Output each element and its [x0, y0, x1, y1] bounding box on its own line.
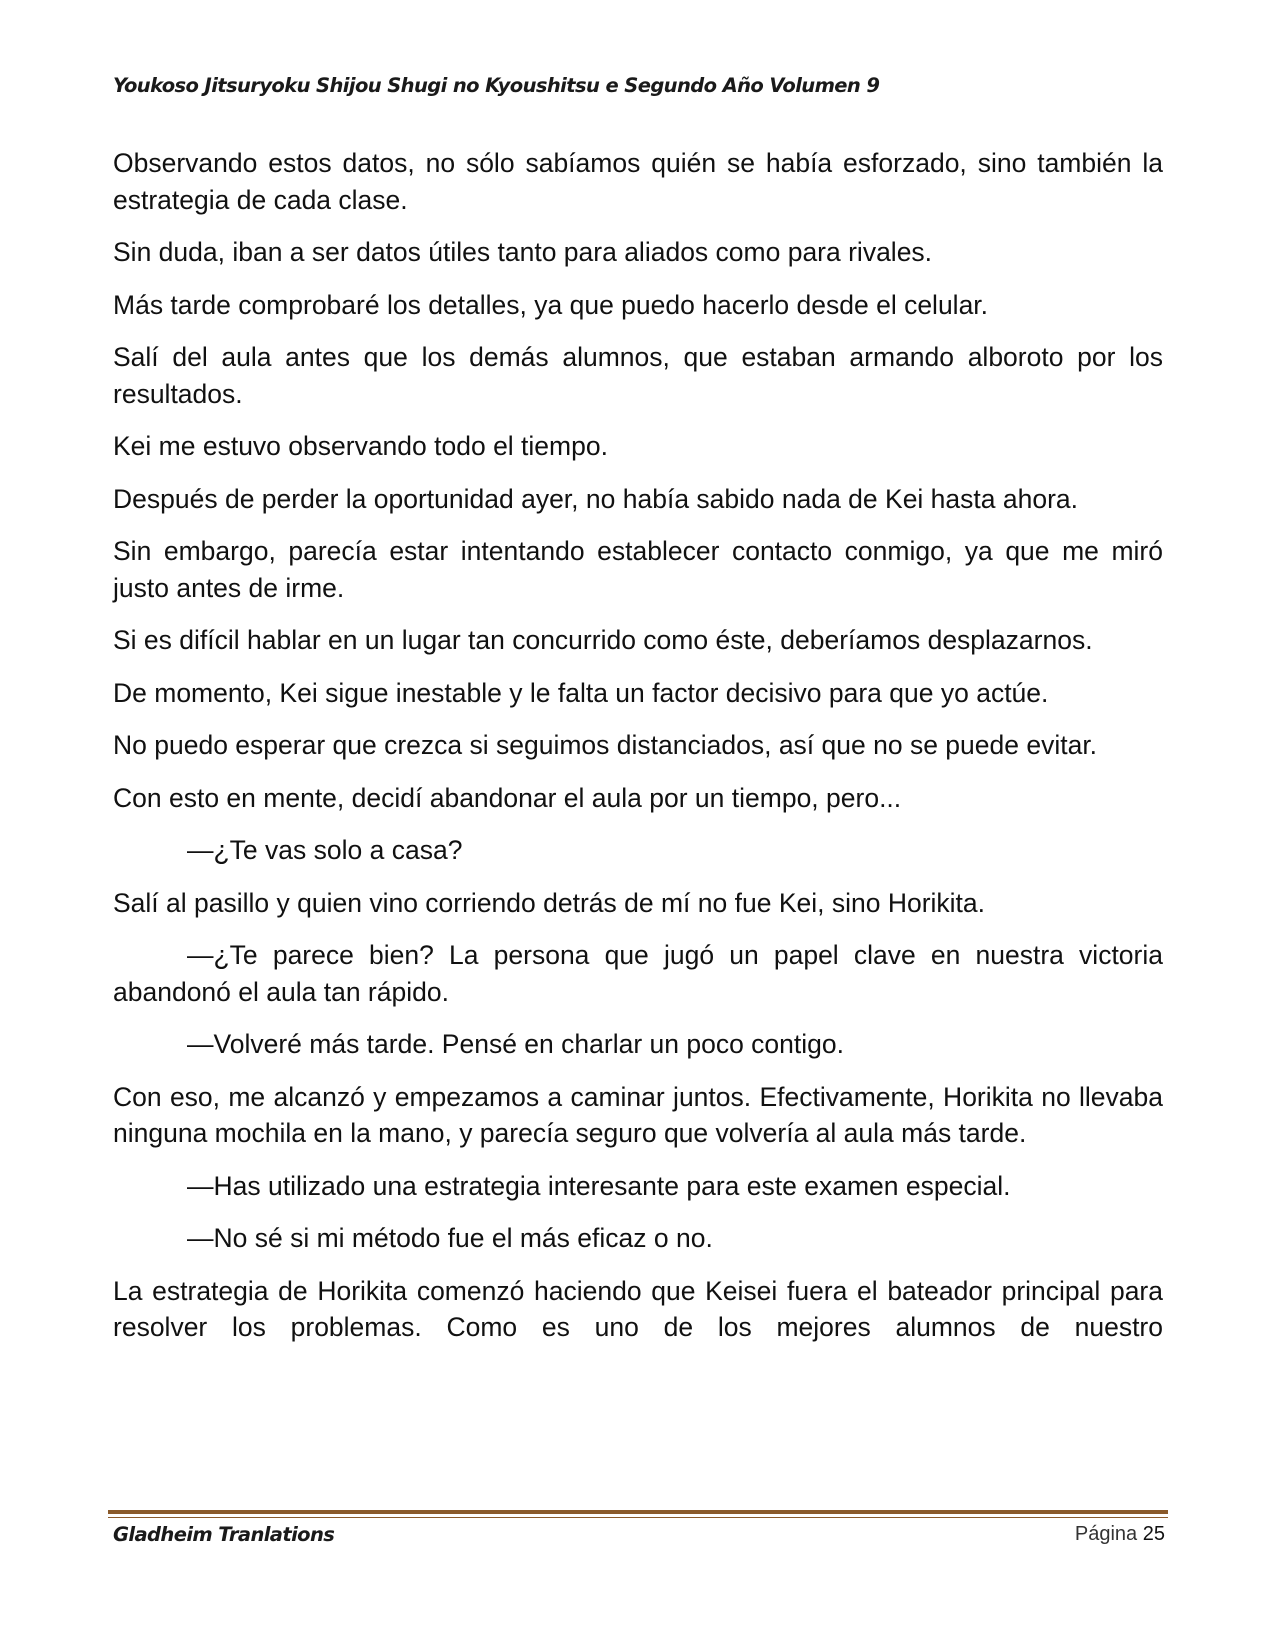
dialogue-paragraph: —¿Te parece bien? La persona que jugó un papel clave en nuestra victoria abandonó el aula tan rápido. [113, 940, 1163, 1007]
dialogue-paragraph: —Has utilizado una estrategia interesante para este examen especial. [187, 1170, 1011, 1201]
page-number: 25 [1142, 1523, 1165, 1545]
footer-page [1075, 1523, 1165, 1546]
footer-divider-thin [108, 1517, 1168, 1518]
paragraph: Kei me estuvo observando todo el tiempo. [113, 431, 608, 461]
paragraph: Sin duda, iban a ser datos útiles tanto para aliados como para rivales. [113, 237, 933, 267]
dialogue-paragraph: —¿Te vas solo a casa? [187, 835, 463, 865]
paragraph: Con esto en mente, decidí abandonar el aula por un tiempo, pero... [113, 782, 902, 813]
paragraph: Salí al pasillo y quien vino corriendo detrás de mí no fue Kei, sino Horikita. [113, 887, 986, 918]
dialogue-paragraph: —No sé si mi método fue el más eficaz o no. [187, 1223, 713, 1253]
paragraph: Con eso, me alcanzó y empezamos a caminar juntos. Efectivamente, Horikita no llevaba ninguna mochila en la mano, y parecía seguro que volvería al aula más tarde. [113, 1081, 1163, 1148]
paragraph: Observando estos datos, no sólo sabíamos quién se había esforzado, sino también la estrategia de cada clase. [113, 148, 1163, 215]
dialogue-paragraph: —Volveré más tarde. Pensé en charlar un poco contigo. [187, 1029, 844, 1059]
paragraph: Más tarde comprobaré los detalles, ya que puedo hacerlo desde el celular. [113, 289, 989, 320]
footer-publisher: Gladheim Tranlations [113, 1523, 335, 1546]
page-body [113, 145, 1163, 1346]
paragraph: De momento, Kei sigue inestable y le falta un factor decisivo para que yo actúe. [113, 677, 1049, 708]
paragraph: Si es difícil hablar en un lugar tan concurrido como éste, deberíamos desplazarnos. [113, 625, 1093, 655]
paragraph: Sin embargo, parecía estar intentando establecer contacto conmigo, ya que me miró justo antes de irme. [113, 536, 1163, 603]
paragraph: La estrategia de Horikita comenzó haciendo que Keisei fuera el bateador principal para resolver los problemas. Como es uno de los mejores alumnos de nuestro [113, 1275, 1163, 1342]
running-header: Youkoso Jitsuryoku Shijou Shugi no Kyoushitsu e Segundo Año Volumen 9 [113, 74, 880, 97]
page-label: Página [1074, 1523, 1138, 1545]
footer-divider [108, 1510, 1168, 1514]
paragraph: No puedo esperar que crezca si seguimos distanciados, así que no se puede evitar. [113, 730, 1098, 760]
paragraph: Salí del aula antes que los demás alumnos, que estaban armando alboroto por los resultados. [113, 342, 1163, 409]
paragraph: Después de perder la oportunidad ayer, no había sabido nada de Kei hasta ahora. [113, 483, 1079, 514]
